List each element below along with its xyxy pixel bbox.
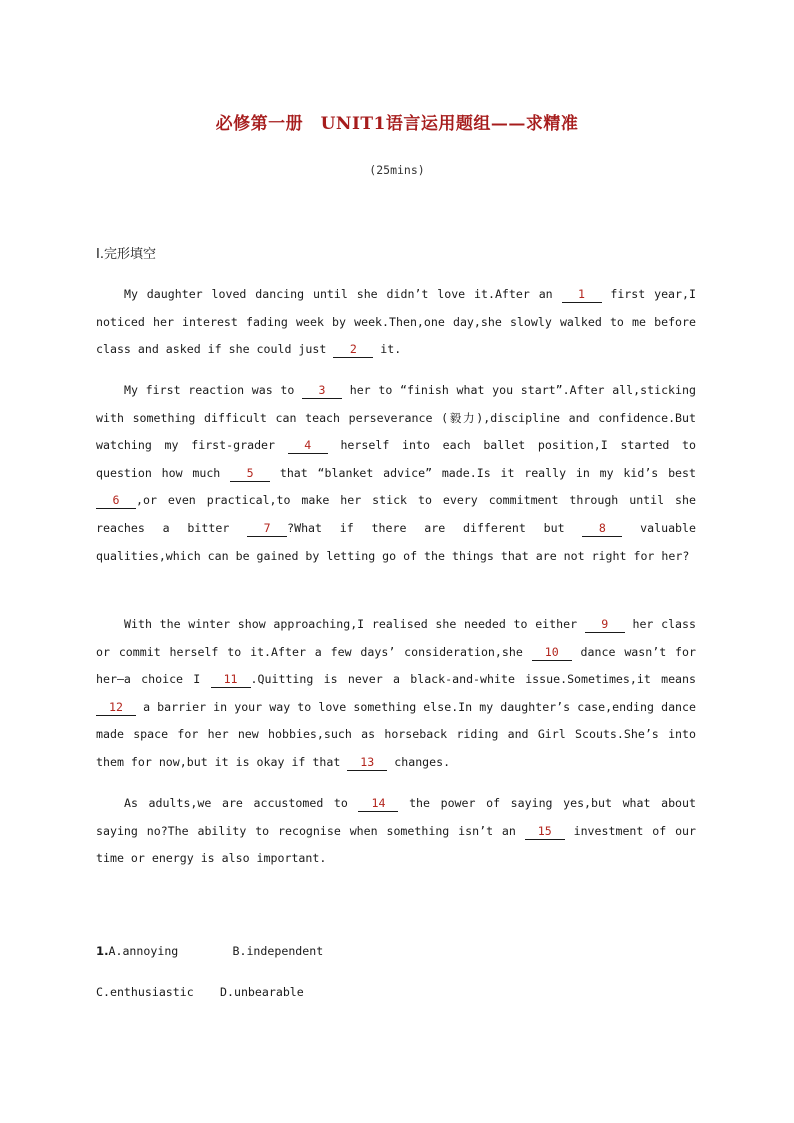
passage-text: valuable qualities,which can be gained by letting go of the things that are not right for her? <box>96 520 696 563</box>
passage-text: that “blanket advice” made.Is it really in my kid’s best <box>270 465 696 480</box>
duration-note: (25mins) <box>369 163 425 177</box>
question-number: 1. <box>96 944 109 958</box>
blank-12: 12 <box>96 700 136 716</box>
passage-text: her to “finish what you start”.After all,sticking with something difficult can teach perseverance (毅力),discipline and confidence.But watching my first-grader <box>96 383 696 453</box>
question-options-row-2 <box>96 972 356 1013</box>
passage-text: her class or commit herself to it.After a few days’ consideration,she <box>96 617 696 659</box>
blank-3: 3 <box>302 383 342 399</box>
blank-6: 6 <box>96 493 136 509</box>
passage-paragraph-2 <box>96 377 696 570</box>
passage-text: changes. <box>387 754 451 769</box>
blank-2: 2 <box>333 342 373 358</box>
document-title: 必修第一册 UNIT1语言运用题组——求精准 <box>215 114 579 134</box>
passage-text: ,or even practical,to make her stick to every commitment through until she reaches a bitter <box>96 493 696 535</box>
passage-paragraph-4 <box>96 790 696 873</box>
blank-1: 1 <box>562 287 602 303</box>
passage-text: herself into each ballet position,I started to question how much <box>96 438 696 480</box>
passage-paragraph-1 <box>96 281 696 364</box>
passage-text: My daughter loved dancing until she didn’t love it.After an <box>124 287 562 301</box>
passage-text: it. <box>373 342 402 357</box>
section-heading: Ⅰ.完形填空 <box>96 247 156 262</box>
passage-text: My first reaction was to <box>124 383 303 397</box>
blank-15: 15 <box>525 824 565 840</box>
passage-text: dance wasn’t for her—a choice I <box>96 644 696 687</box>
passage-text: the power of saying yes,but what about saying no?The ability to recognise when something isn’t an <box>96 796 696 838</box>
blank-13: 13 <box>347 755 387 771</box>
passage-text: .Quitting is never a black-and-white issue.Sometimes,it means <box>250 672 696 687</box>
passage-text: a barrier in your way to love something else.In my daughter’s case,ending dance made space for her new hobbies,such as horseback riding and Girl Scouts.She’s into them for now,but it is okay if that <box>96 699 696 769</box>
blank-11: 11 <box>211 672 251 688</box>
question-1 <box>96 931 356 1013</box>
passage-text: first year,I noticed her interest fading week by week.Then,one day,she slowly walked to me before class and asked if she could just <box>96 287 696 357</box>
option-a: A.annoying <box>108 944 179 958</box>
option-d: D.unbearable <box>220 985 304 999</box>
blank-4: 4 <box>288 438 328 454</box>
passage-text: As adults,we are accustomed to <box>124 796 359 810</box>
option-b: B.independent <box>232 944 324 958</box>
blank-7: 7 <box>247 521 287 537</box>
option-c: C.enthusiastic <box>96 985 194 999</box>
passage-paragraph-3 <box>96 611 696 777</box>
passage-text: With the winter show approaching,I realised she needed to either <box>124 617 585 631</box>
passage-text: ?What if there are different but <box>287 520 583 535</box>
blank-9: 9 <box>585 617 625 633</box>
blank-14: 14 <box>358 796 398 812</box>
question-options-row-1 <box>96 931 356 972</box>
passage-text: investment of our time or energy is also important. <box>96 823 697 866</box>
blank-8: 8 <box>582 521 622 537</box>
blank-5: 5 <box>230 466 270 482</box>
blank-10: 10 <box>532 645 572 661</box>
